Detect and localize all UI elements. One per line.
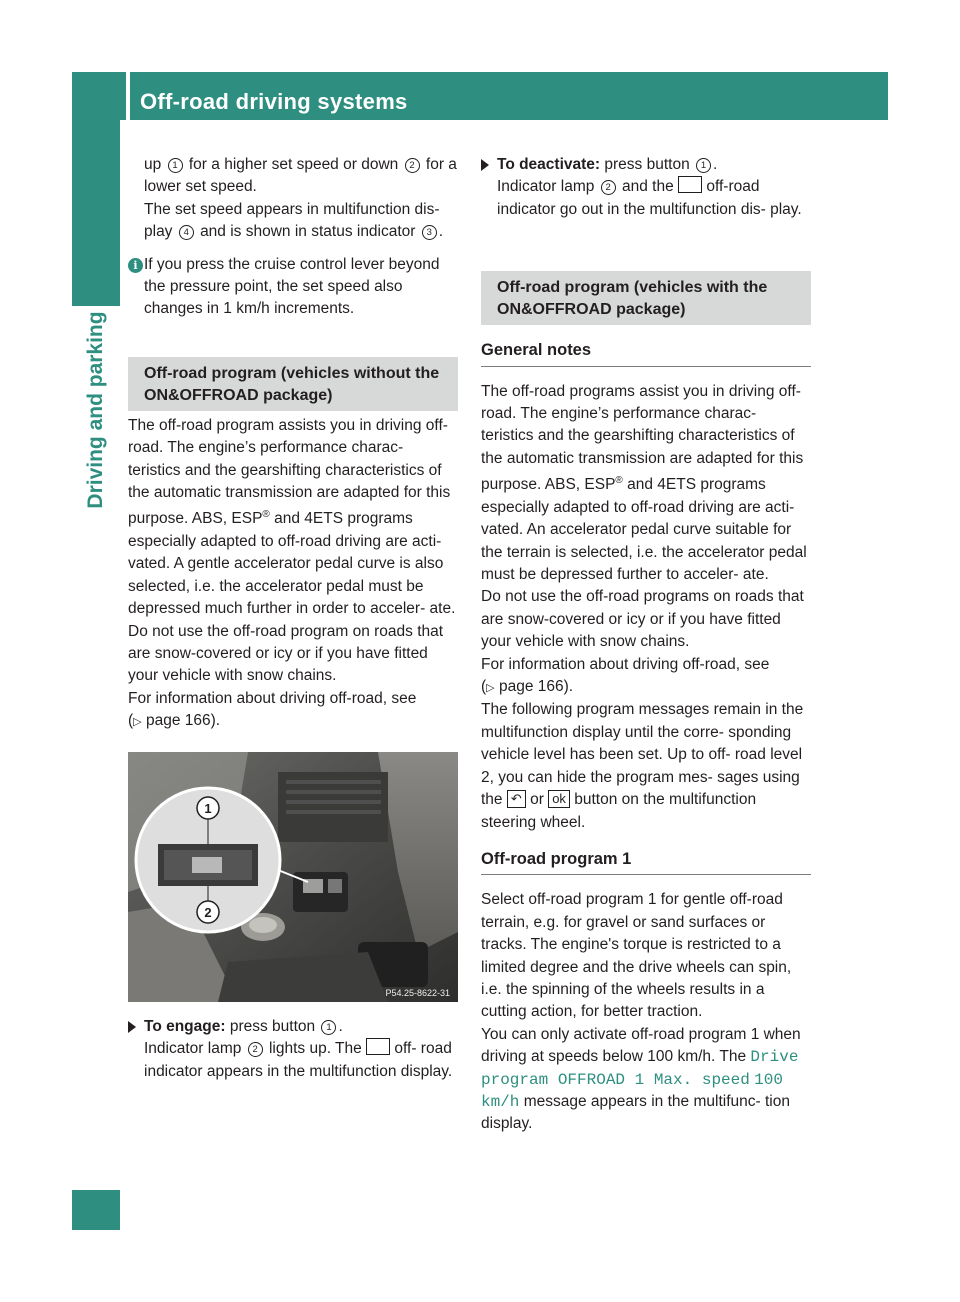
general-snow-warning: Do not use the off-road programs on roads that are snow-covered or icy or if you have fitted your vehicle with snow chains. bbox=[481, 588, 804, 651]
program-1-description: Select off-road program 1 for gentle off-road terrain, e.g. for gravel or sand surfaces or tracks. The engine's torque is restricted to a limited degree and the drive wheels can spin, i.e. the spinning of the wheels results in a cutting action, for better traction. bbox=[481, 891, 792, 1021]
info-icon: i bbox=[128, 258, 143, 273]
page-number: 222 bbox=[76, 90, 110, 112]
chapter-tab bbox=[72, 120, 120, 306]
page-reference: For information about driving off-road, see (▷ page 166). bbox=[128, 689, 417, 730]
callout-2: 2 bbox=[405, 158, 420, 173]
engage-instruction: To engage: press button 1 . Indicator lamp 2 lights up. The off- road indicator appears in the multifunction display. bbox=[128, 1016, 458, 1083]
section-heading-without-package: Off-road program (vehicles without the ON&OFFROAD package) bbox=[128, 357, 458, 411]
ref-arrow-icon: ▷ bbox=[486, 682, 495, 695]
page-title: Off-road driving systems bbox=[140, 89, 408, 114]
chapter-label-text: Driving and parking bbox=[84, 311, 107, 509]
display-message: Drive program OFFROAD 1 Max. speed bbox=[481, 1048, 799, 1089]
header-divider bbox=[126, 72, 130, 120]
section-heading-with-package: Off-road program (vehicles with the ON&OFFROAD package) bbox=[481, 271, 811, 325]
subheading-general-notes: General notes bbox=[481, 339, 811, 366]
chapter-marker bbox=[72, 1190, 120, 1230]
program-1-speed-limit: You can only activate off-road program 1 when driving at speeds below 100 km/h. The Drive program OFFROAD 1 Max. speed 100 km/h message appears in the multifunc- tion display. bbox=[481, 1025, 801, 1133]
ok-button-icon: ok bbox=[548, 790, 570, 808]
display-paragraph: The set speed appears in multifunction dis- play 4 and is shown in status indicator 3 . bbox=[144, 200, 444, 241]
program-messages-paragraph: The following program messages remain in the multifunction display until the corre- sponding vehicle level has been set. Up to off- road level 2, you can hide the program mes- sages using the ↶ or ok button on the multifunction steering wheel. bbox=[481, 701, 804, 831]
snow-warning: Do not use the off-road program on roads that are snow-covered or icy or if you have fitted your vehicle with snow chains. bbox=[128, 622, 444, 685]
offroad-car-icon bbox=[366, 1038, 390, 1055]
callout-3: 3 bbox=[422, 225, 437, 240]
svg-text:2: 2 bbox=[204, 905, 212, 920]
general-page-reference: For information about driving off-road, see (▷ page 166). bbox=[481, 655, 770, 696]
deactivate-instruction: To deactivate: press button 1 . Indicator lamp 2 and the off-road indicator go out in the multifunction dis- play. bbox=[481, 154, 811, 221]
offroad-car-icon bbox=[678, 176, 702, 193]
back-button-icon: ↶ bbox=[507, 790, 526, 808]
page-link[interactable]: page 166). bbox=[145, 712, 221, 730]
callout-1: 1 bbox=[168, 158, 183, 173]
console-photo bbox=[128, 752, 458, 1002]
svg-text:1: 1 bbox=[204, 801, 212, 816]
page-link[interactable]: page 166). bbox=[498, 678, 574, 696]
info-note: i If you press the cruise control lever beyond the pressure point, the set speed also changes in 1 km/h increments. bbox=[128, 254, 458, 321]
left-column bbox=[128, 154, 458, 734]
subheading-program-1: Off-road program 1 bbox=[481, 848, 811, 875]
callout-4: 4 bbox=[179, 225, 194, 240]
right-column bbox=[481, 154, 811, 1136]
speed-paragraph: up 1 for a higher set speed or down 2 for a lower set speed. bbox=[144, 156, 457, 196]
ref-arrow-icon: ▷ bbox=[133, 716, 142, 729]
offroad-description: The off-road program assists you in driving off-road. The engine’s performance charac- teristics and the gearshifting characteristics of the automatic transmission are adapted for this purpose. ABS, ESP® and 4ETS programs especially adapted to off-road driving are acti- vated. A gentle accelerator pedal curve is also selected, i.e. the accelerator pedal must be depressed much further in order to acceler- ate. bbox=[128, 416, 456, 618]
general-description: The off-road programs assist you in driving off-road. The engine’s performance charac- teristics and the gearshifting characteristics of the automatic transmission are adapted for this purpose. ABS, ESP® and 4ETS programs especially adapted to off-road driving are acti- vated. An accelerator pedal curve suitable for the terrain is selected, i.e. the accelerator pedal must be depressed further to acceler- ate. bbox=[481, 382, 807, 584]
step-arrow-icon bbox=[481, 159, 489, 171]
display-message-speed: 100 km/h bbox=[481, 1070, 783, 1111]
photo-code: P54.25-8622-31 bbox=[385, 988, 450, 998]
chapter-label bbox=[76, 310, 116, 510]
step-arrow-icon bbox=[128, 1021, 136, 1033]
